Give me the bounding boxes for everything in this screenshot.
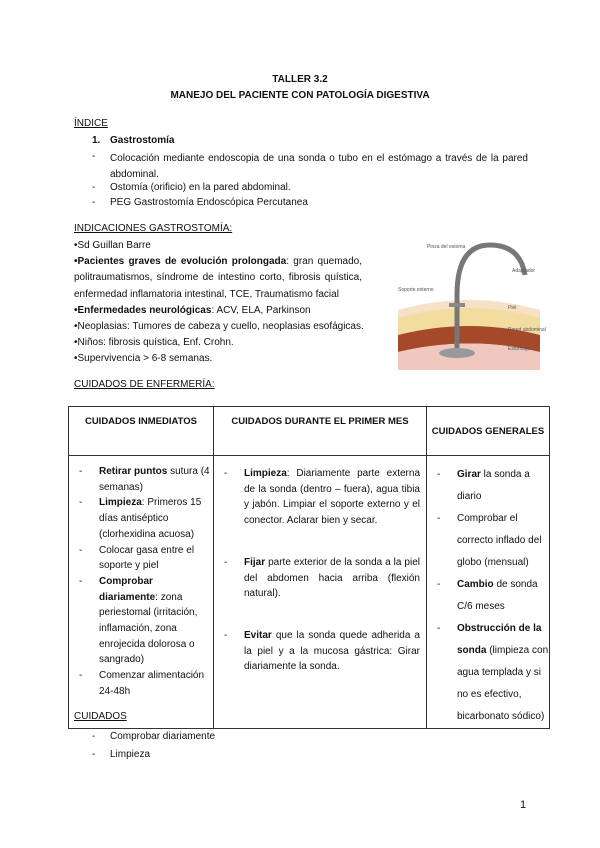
- figure-label: Piel: [508, 305, 517, 311]
- item-bold: Fijar: [244, 556, 266, 568]
- indication-item: •Enfermedades neurológicas: ACV, ELA, Parkinson: [74, 304, 311, 316]
- dash: -: [92, 749, 96, 760]
- item-text: (limpieza con agua templada y si no es efectivo, bicarbonato sódico): [457, 645, 549, 722]
- dash: -: [92, 731, 96, 742]
- item-text: parte exterior de la sonda a la piel del abdomen hacia arriba (flexión natural).: [244, 556, 420, 600]
- indications-heading: INDICACIONES GASTROSTOMÍA:: [74, 223, 233, 234]
- nursing-care-table: [68, 406, 550, 729]
- indication-item: •Pacientes graves de evolución prolongada: gran quemado, politraumatismos, síndrome de intestino corto, fibrosis quística, enfermedad inflamatoria intestinal, TCE, Traumatismo facial: [74, 256, 363, 300]
- figure-label: Estómago: [508, 346, 531, 352]
- figure-label: Soporte externo: [398, 287, 434, 293]
- index-item-number: 1.: [92, 135, 101, 146]
- index-bullet: Colocación mediante endoscopia de una sonda o tubo en el estómago a través de la pared abdominal.: [110, 153, 528, 180]
- figure-label: Pared abdominal: [508, 327, 546, 333]
- item-bold: Comprobar diariamente: [99, 575, 156, 603]
- item-text: : Diariamente parte externa de la sonda (dentro – fuera), agua tibia y jabón. Limpiar el soporte externo y el conector. Aclarar bien y secar.: [244, 468, 420, 527]
- care-list-item: [69, 495, 213, 542]
- figure-label: Adaptador: [512, 268, 536, 274]
- item-text: que la sonda quede adherida a la piel y a la mucosa gástrica: Girar diariamente la sonda.: [244, 629, 420, 673]
- care-item: Limpieza: [110, 749, 151, 760]
- item-text: sutura (4 semanas): [99, 466, 210, 493]
- index-bullet: PEG Gastrostomía Endoscópica Percutanea: [110, 197, 308, 208]
- document-subtitle: MANEJO DEL PACIENTE CON PATOLOGÍA DIGESTIVA: [170, 90, 430, 101]
- dash: -: [92, 151, 96, 162]
- indication-item: •Supervivencia > 6-8 semanas.: [74, 353, 213, 365]
- care-list-item: [427, 508, 549, 574]
- document-title: TALLER 3.2: [272, 74, 328, 85]
- item-bold: Girar: [457, 469, 481, 480]
- indication-item: •Niños: fibrosis quística, Enf. Crohn.: [74, 337, 234, 349]
- index-bullet: Ostomía (orificio) en la pared abdominal.: [110, 182, 291, 193]
- care-heading: CUIDADOS: [74, 711, 127, 722]
- nursing-heading: CUIDADOS DE ENFERMERÍA:: [74, 379, 215, 390]
- care-list-item: [214, 628, 420, 675]
- index-item-title: Gastrostomía: [110, 135, 175, 146]
- cell-general: [427, 456, 550, 729]
- item-text: la sonda a diario: [457, 469, 530, 502]
- item-text: Comprobar el correcto inflado del globo (mensual): [457, 513, 542, 568]
- indication-item: •Sd Guillan Barre: [74, 240, 151, 251]
- care-item: Comprobar diariamente: [110, 731, 216, 742]
- item-bold: Retirar puntos: [99, 466, 168, 477]
- dash: -: [92, 197, 96, 208]
- care-list-item: [427, 574, 549, 618]
- care-list-item: [69, 464, 213, 495]
- indication-item: •Neoplasias: Tumores de cabeza y cuello, neoplasias esofágicas.: [74, 321, 364, 333]
- column-header: CUIDADOS GENERALES: [427, 407, 550, 456]
- index-heading: ÍNDICE: [74, 118, 108, 129]
- care-list-item: [69, 668, 213, 699]
- care-list-item: [214, 466, 420, 529]
- care-list-item: [214, 555, 420, 602]
- item-bold: Evitar: [244, 629, 272, 641]
- item-text: Comenzar alimentación 24-48h: [99, 670, 205, 697]
- item-text: de sonda C/6 meses: [457, 579, 538, 612]
- dash: -: [92, 182, 96, 193]
- page-number: 1: [520, 799, 527, 811]
- item-text: : zona periestomal (irritación, inflamación, zona enrojecida dolorosa o sangrado): [99, 591, 198, 666]
- cell-first-month: [214, 456, 427, 729]
- care-list-item: [427, 618, 549, 728]
- item-text: Colocar gasa entre el soporte y piel: [99, 544, 195, 572]
- item-bold: Cambio: [457, 579, 494, 590]
- care-list-item: [427, 464, 549, 508]
- item-text: : Primeros 15 días antiséptico (clorhexidina acuosa): [99, 497, 202, 540]
- indications-list: [74, 238, 362, 368]
- care-list-item: [69, 574, 213, 668]
- column-header: CUIDADOS INMEDIATOS: [69, 407, 214, 456]
- cell-immediate: [69, 456, 214, 729]
- column-header: CUIDADOS DURANTE EL PRIMER MES: [214, 407, 427, 456]
- item-bold: Limpieza: [244, 468, 287, 479]
- item-bold: Obstrucción de la sonda: [457, 623, 542, 656]
- item-bold: Limpieza: [99, 497, 142, 509]
- care-list-item: [69, 543, 213, 574]
- figure-label: Pinza del estoma: [427, 244, 466, 250]
